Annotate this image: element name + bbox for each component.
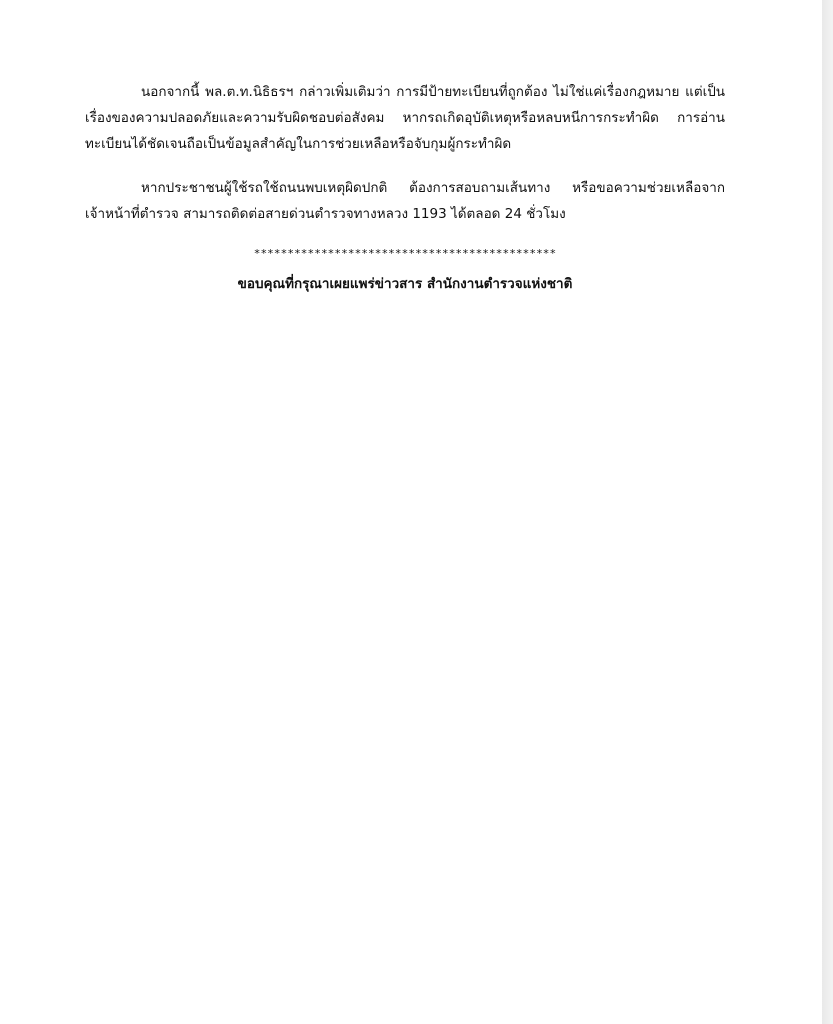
paragraph-line: เรื่องของความปลอดภัยและความรับผิดชอบต่อสังคม หากรถเกิดอุบัติเหตุหรือหลบหนีการกระทำผิด การอ่าน	[85, 110, 725, 126]
paragraph-line: หากประชาชนผู้ใช้รถใช้ถนนพบเหตุผิดปกติ ต้องการสอบถามเส้นทาง หรือขอความช่วยเหลือจาก	[141, 180, 725, 196]
page-edge-shadow	[822, 0, 833, 1024]
paragraph-hotline	[85, 175, 725, 227]
paragraph-line: นอกจากนี้ พล.ต.ท.นิธิธรฯ กล่าวเพิ่มเติมว่า การมีป้ายทะเบียนที่ถูกต้อง ไม่ใช่แค่เรื่องกฎหมาย แต่เป็น	[141, 84, 725, 100]
separator-line: *********************************************	[253, 247, 557, 260]
paragraph-license-plate	[85, 79, 725, 157]
closing-statement: ขอบคุณที่กรุณาเผยแพร่ข่าวสาร สำนักงานตำรวจแห่งชาติ	[237, 276, 573, 292]
paragraph-line: ทะเบียนได้ชัดเจนถือเป็นข้อมูลสำคัญในการช่วยเหลือหรือจับกุมผู้กระทำผิด	[85, 136, 512, 152]
paragraph-line: เจ้าหน้าที่ตำรวจ สามารถติดต่อสายด่วนตำรวจทางหลวง 1193 ได้ตลอด 24 ชั่วโมง	[85, 206, 566, 222]
